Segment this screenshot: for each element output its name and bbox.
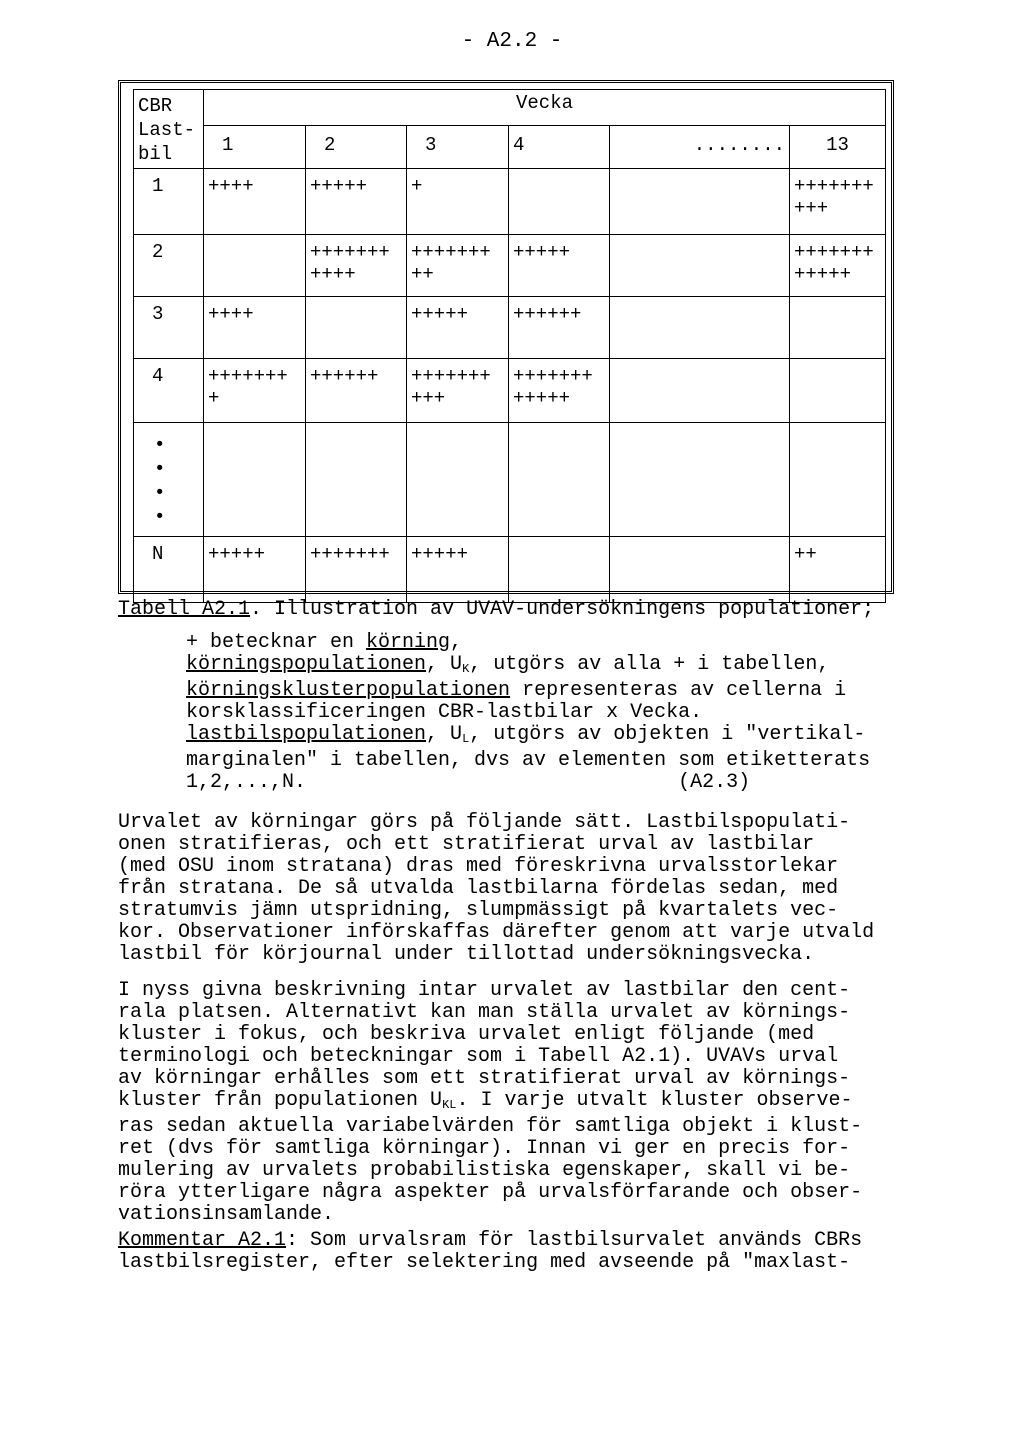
corner-label-line: Last- bbox=[138, 119, 196, 141]
body-paragraph: Urvalet av körningar görs på följande sätt. Lastbilspopulati- onen stratifieras, och ett stratifierat urval av lastbilar (med OSU inom stratana) dras med föreskrivna urvalsstorlekar från stratana. De så utvalda lastbilarna fördelas sedan, med stratumvis jämn utspridning, slumpmässigt på kvartalets vec- kor. Observationer införskaffas därefter genom att varje utvald lastbil för körjournal under tillottad undersökningsvecka. bbox=[118, 811, 875, 966]
table-row bbox=[134, 423, 886, 537]
table-cell: +++++++ +++ bbox=[790, 169, 886, 235]
term-korningspopulationen: körningspopulationen bbox=[186, 653, 427, 676]
caption-text: . Illustration av UVAV-undersökningens populationer; bbox=[250, 598, 875, 621]
table-row bbox=[134, 537, 886, 603]
note-text: representeras av cellerna i bbox=[510, 679, 847, 702]
table-cell: +++++++ ++++ bbox=[306, 235, 407, 297]
comment-paragraph bbox=[118, 1230, 862, 1274]
table-cell: +++++++ +++++ bbox=[509, 359, 610, 423]
term-korning: körning bbox=[366, 631, 451, 654]
table-frame bbox=[118, 80, 894, 594]
comment-text: : Som urvalsram för lastbilsurvalet används CBRs lastbilsregister, efter selektering med avseende på "maxlast- bbox=[118, 1229, 863, 1274]
week-header: 1 bbox=[204, 126, 306, 169]
table-cell: +++++++ +++++ bbox=[790, 235, 886, 297]
table-cell bbox=[610, 235, 790, 297]
week-group-header: Vecka bbox=[204, 90, 886, 126]
table-cell bbox=[790, 423, 886, 537]
term-korningsklusterpopulationen: körningsklusterpopulationen bbox=[186, 679, 511, 702]
row-label: 4 bbox=[134, 359, 204, 423]
table-cell bbox=[407, 423, 509, 537]
week-header-ellipsis: ........ bbox=[610, 126, 790, 169]
row-label: 1 bbox=[134, 169, 204, 235]
row-label: N bbox=[134, 537, 204, 603]
table-cell: +++++ bbox=[204, 537, 306, 603]
table-cell bbox=[610, 537, 790, 603]
row-label: 3 bbox=[134, 297, 204, 359]
table-cell bbox=[610, 423, 790, 537]
table-cell: ++++++ bbox=[306, 359, 407, 423]
table-cell bbox=[509, 423, 610, 537]
note-text: , U bbox=[426, 723, 463, 746]
corner-label-line: CBR bbox=[138, 95, 173, 117]
corner-label-line: bil bbox=[138, 143, 173, 165]
note-text: , utgörs av objekten i "vertikal- bbox=[469, 723, 866, 746]
note-text: , bbox=[450, 631, 463, 654]
table-cell bbox=[204, 235, 306, 297]
corner-header bbox=[134, 90, 204, 169]
subscript: K bbox=[462, 662, 470, 676]
week-header: 3 bbox=[407, 126, 509, 169]
note-text-equation: 1,2,...,N. (A2.3) bbox=[186, 771, 751, 794]
subscript: L bbox=[462, 732, 470, 746]
week-header: 2 bbox=[306, 126, 407, 169]
caption-label: Tabell A2.1 bbox=[118, 598, 251, 621]
table-cell bbox=[306, 423, 407, 537]
table-row bbox=[134, 359, 886, 423]
row-label-ellipsis: • • • • bbox=[134, 423, 204, 537]
paragraph-text: I nyss givna beskrivning intar urvalet av lastbilar den cent- rala platsen. Alternativt kan man ställa urvalet av körnings- kluster i fokus, och beskriva urvalet enligt följande (med terminologi och beteckningar som i Tabell A2.1). UVAVs urval av körningar erhålles som ett stratifierat urval av körnings- kluster från populationen U bbox=[118, 979, 851, 1112]
table-cell: +++++ bbox=[407, 297, 509, 359]
note-text: , U bbox=[426, 653, 463, 676]
note-text: marginalen" i tabellen, dvs av elementen som etiketterats bbox=[186, 749, 871, 772]
table-cell: +++++ bbox=[407, 537, 509, 603]
note-text: + betecknar en bbox=[186, 631, 367, 654]
week-header: 4 bbox=[509, 126, 610, 169]
table-row bbox=[134, 169, 886, 235]
comment-label: Kommentar A2.1 bbox=[118, 1229, 287, 1252]
table-row bbox=[134, 235, 886, 297]
note-text: , utgörs av alla + i tabellen, bbox=[469, 653, 830, 676]
table-row bbox=[134, 297, 886, 359]
table-cell: +++++ bbox=[306, 169, 407, 235]
note-text: korsklassificeringen CBR-lastbilar x Vecka. bbox=[186, 701, 703, 724]
page-header: - A2.2 - bbox=[461, 30, 563, 53]
definitions-note bbox=[186, 632, 870, 794]
body-paragraph bbox=[118, 980, 862, 1226]
table-caption bbox=[118, 598, 874, 621]
table-cell: ++++++ bbox=[509, 297, 610, 359]
table-cell bbox=[509, 537, 610, 603]
table-cell: ++++ bbox=[204, 169, 306, 235]
table-cell bbox=[790, 359, 886, 423]
table-cell bbox=[610, 359, 790, 423]
table-cell: +++++ bbox=[509, 235, 610, 297]
table-cell: + bbox=[407, 169, 509, 235]
table-cell bbox=[306, 297, 407, 359]
row-label: 2 bbox=[134, 235, 204, 297]
week-header: 13 bbox=[790, 126, 886, 169]
table-cell bbox=[610, 169, 790, 235]
subscript: KL bbox=[442, 1098, 457, 1112]
table-cell: +++++++ +++ bbox=[407, 359, 509, 423]
table-cell: ++ bbox=[790, 537, 886, 603]
table-cell: +++++++ + bbox=[204, 359, 306, 423]
population-table bbox=[133, 89, 886, 603]
paragraph-text: . I varje utvalt kluster observe- ras sedan aktuella variabelvärden för samtliga objekt i klust- ret (dvs för samtliga körningar). Innan vi ger en precis for- mulering av urvalets probabilistiska egenskaper, skall vi be- röra ytterligare några aspekter på urvalsförfarande och obser- vationsinsamlande. bbox=[118, 1089, 863, 1226]
table-cell: +++++++ bbox=[306, 537, 407, 603]
table-cell: +++++++ ++ bbox=[407, 235, 509, 297]
table-cell bbox=[204, 423, 306, 537]
table-cell bbox=[509, 169, 610, 235]
table-cell bbox=[610, 297, 790, 359]
table-cell bbox=[790, 297, 886, 359]
term-lastbilspopulationen: lastbilspopulationen bbox=[186, 723, 427, 746]
table-cell: ++++ bbox=[204, 297, 306, 359]
